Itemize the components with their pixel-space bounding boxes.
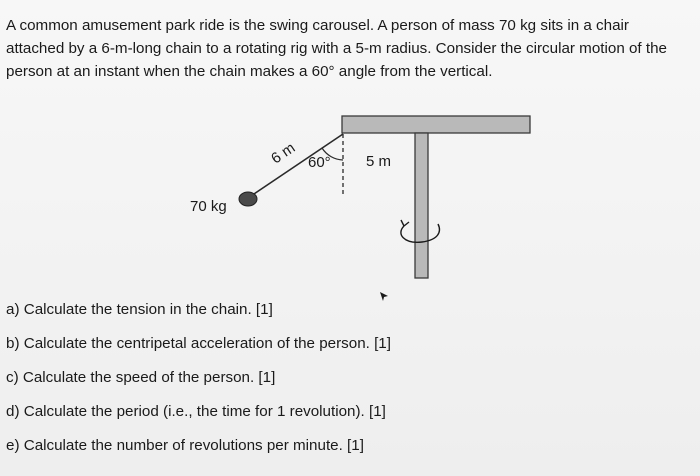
question-e: e) Calculate the number of revolutions per minute. [1] [6,437,364,454]
problem-line-2: attached by a 6-m-long chain to a rotating rig with a 5-m radius. Consider the circular motion of the [6,40,667,57]
mass-label: 70 kg [190,198,227,215]
question-d: d) Calculate the period (i.e., the time for 1 revolution). [1] [6,403,386,420]
question-c: c) Calculate the speed of the person. [1] [6,369,276,386]
question-b: b) Calculate the centripetal acceleration of the person. [1] [6,335,391,352]
chain-length-label: 6 m [268,139,299,168]
problem-line-1: A common amusement park ride is the swing carousel. A person of mass 70 kg sits in a chair [6,17,629,34]
radius-label: 5 m [366,153,392,170]
question-a: a) Calculate the tension in the chain. [1] [6,301,273,318]
angle-label: 60° [308,154,331,171]
rig-arm [342,116,530,133]
rotation-arrowhead-icon [401,220,409,226]
question-list [6,298,686,468]
problem-line-3: person at an instant when the chain makes a 60° angle from the vertical. [6,63,493,80]
rig-pole [415,133,428,278]
mass-chair [239,192,257,206]
